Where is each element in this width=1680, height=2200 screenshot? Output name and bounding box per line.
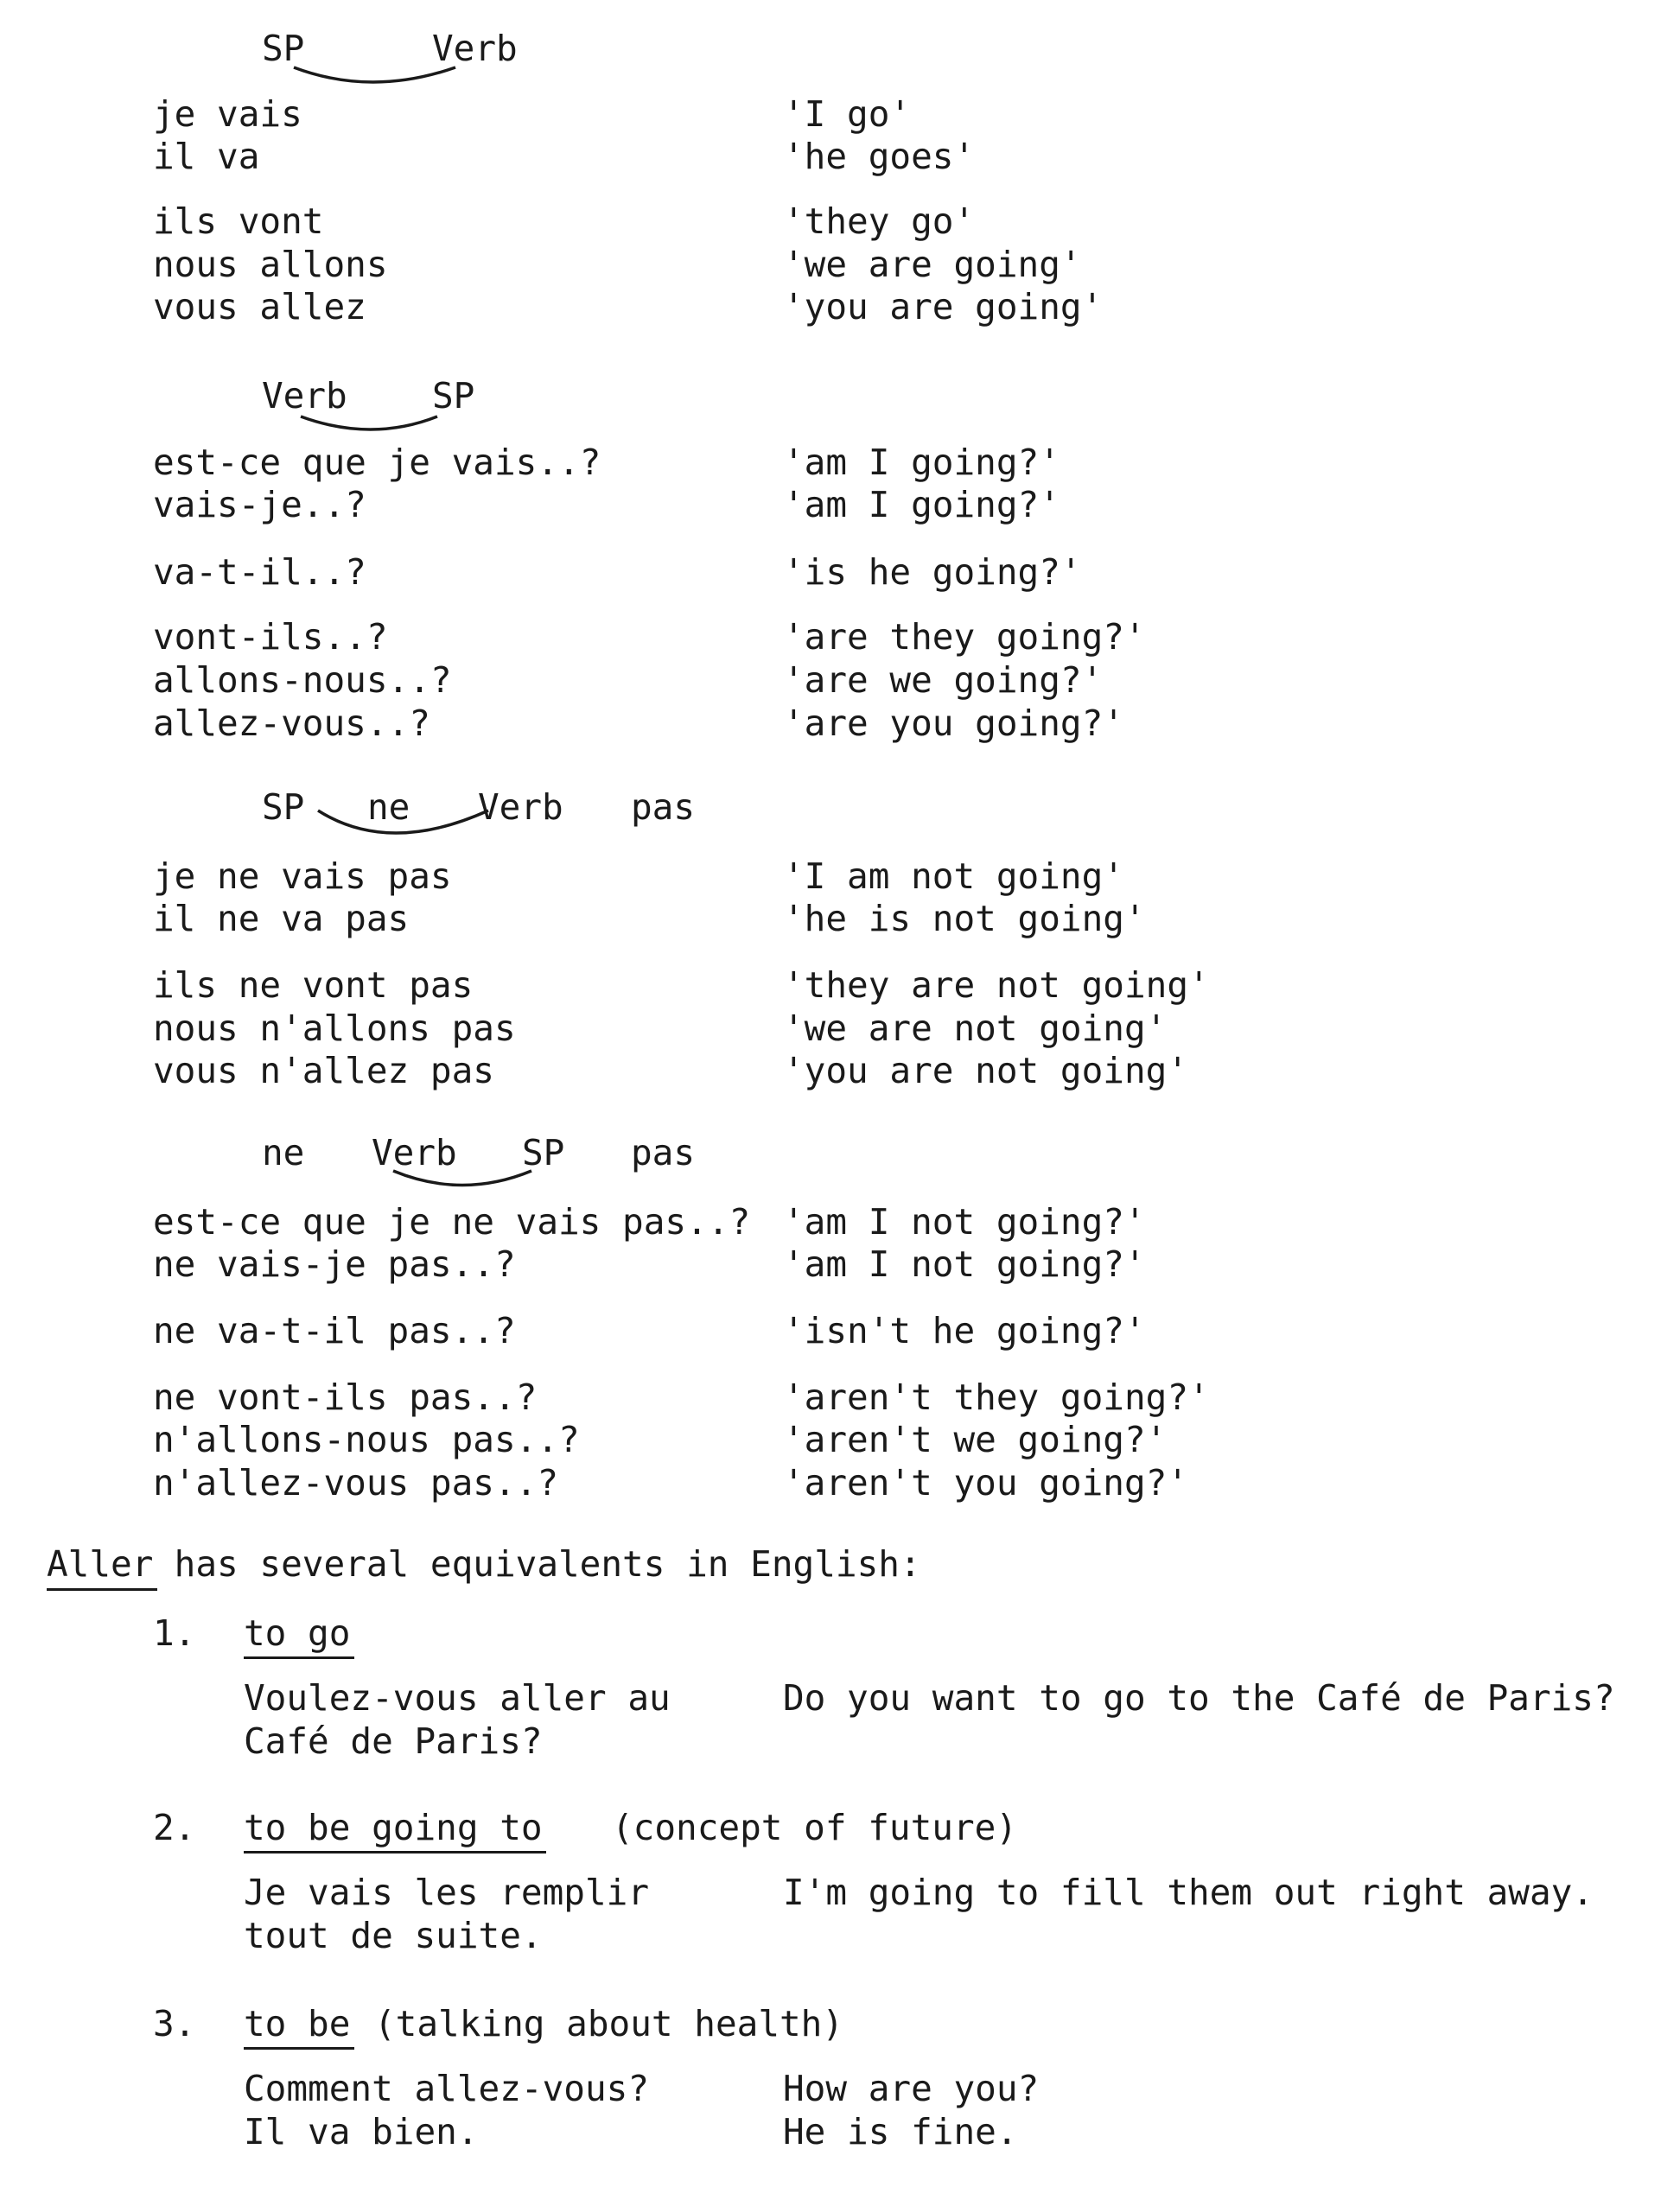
- underline: [47, 1588, 157, 1591]
- pattern-word: Verb: [372, 1132, 457, 1173]
- english-gloss: 'am I going?': [783, 484, 1060, 525]
- example-french: Voulez-vous aller au: [244, 1677, 671, 1719]
- example-english: He is fine.: [783, 2111, 1018, 2152]
- french-form: est-ce que je vais..?: [153, 442, 601, 483]
- english-gloss: 'you are not going': [783, 1050, 1188, 1091]
- english-gloss: 'we are not going': [783, 1008, 1168, 1049]
- item-number: 3.: [153, 2003, 196, 2044]
- french-form: je ne vais pas: [153, 855, 452, 897]
- english-gloss: 'aren't we going?': [783, 1419, 1168, 1460]
- french-form: allons-nous..?: [153, 659, 452, 701]
- meaning-note: (talking about health): [374, 2003, 844, 2044]
- french-form: nous allons: [153, 244, 388, 285]
- item-number: 2.: [153, 1807, 196, 1848]
- french-form: ne vais-je pas..?: [153, 1243, 516, 1285]
- english-gloss: 'they go': [783, 200, 976, 242]
- english-gloss: 'am I not going?': [783, 1243, 1146, 1285]
- item-number: 1.: [153, 1612, 196, 1654]
- french-form: il ne va pas: [153, 898, 410, 939]
- example-french: Je vais les remplir: [244, 1872, 649, 1913]
- meaning-note: (concept of future): [612, 1807, 1017, 1848]
- pattern-word: SP: [432, 375, 475, 416]
- example-french: tout de suite.: [244, 1915, 543, 1956]
- french-form: n'allez-vous pas..?: [153, 1462, 558, 1504]
- example-english: I'm going to fill them out right away.: [783, 1872, 1594, 1913]
- pattern-word: Verb: [478, 786, 563, 828]
- french-form: nous n'allons pas: [153, 1008, 516, 1049]
- french-form: ne vont-ils pas..?: [153, 1377, 538, 1418]
- pattern-word: Verb: [262, 375, 347, 416]
- intro-text: has several equivalents in English:: [153, 1543, 921, 1585]
- french-form: ils vont: [153, 200, 324, 242]
- french-form: ils ne vont pas: [153, 964, 474, 1006]
- english-gloss: 'isn't he going?': [783, 1310, 1146, 1351]
- english-gloss: 'he goes': [783, 136, 976, 177]
- aller-word: Aller: [47, 1543, 154, 1585]
- french-form: je vais: [153, 93, 302, 135]
- french-form: vais-je..?: [153, 484, 366, 525]
- french-form: allez-vous..?: [153, 703, 430, 744]
- english-gloss: 'he is not going': [783, 898, 1146, 939]
- meaning-term: to be going to: [244, 1807, 543, 1848]
- french-form: vous n'allez pas: [153, 1050, 494, 1091]
- english-gloss: 'aren't you going?': [783, 1462, 1188, 1504]
- english-gloss: 'are we going?': [783, 659, 1104, 701]
- meaning-term: to go: [244, 1612, 351, 1654]
- english-gloss: 'I am not going': [783, 855, 1124, 897]
- english-gloss: 'aren't they going?': [783, 1377, 1210, 1418]
- french-form: vont-ils..?: [153, 616, 388, 658]
- french-form: va-t-il..?: [153, 551, 366, 593]
- english-gloss: 'we are going': [783, 244, 1082, 285]
- pattern-word: SP: [262, 786, 305, 828]
- pattern-word: ne: [367, 786, 410, 828]
- pattern-word: SP: [262, 28, 305, 69]
- french-form: vous allez: [153, 286, 366, 327]
- underline: [244, 1656, 354, 1659]
- english-gloss: 'are you going?': [783, 703, 1124, 744]
- french-form: n'allons-nous pas..?: [153, 1419, 580, 1460]
- pattern-word: pas: [631, 786, 696, 828]
- example-french: Comment allez-vous?: [244, 2068, 649, 2109]
- english-gloss: 'I go': [783, 93, 912, 135]
- example-english: How are you?: [783, 2068, 1040, 2109]
- english-gloss: 'are they going?': [783, 616, 1146, 658]
- french-form: ne va-t-il pas..?: [153, 1310, 516, 1351]
- french-form: est-ce que je ne vais pas..?: [153, 1201, 751, 1243]
- pattern-word: SP: [522, 1132, 565, 1173]
- pattern-word: pas: [631, 1132, 696, 1173]
- example-french: Il va bien.: [244, 2111, 479, 2152]
- example-english: Do you want to go to the Café de Paris?: [783, 1677, 1615, 1719]
- english-gloss: 'they are not going': [783, 964, 1210, 1006]
- english-gloss: 'am I not going?': [783, 1201, 1146, 1243]
- underline: [244, 2047, 354, 2050]
- pattern-word: Verb: [432, 28, 518, 69]
- english-gloss: 'you are going': [783, 286, 1104, 327]
- meaning-term: to be: [244, 2003, 351, 2044]
- english-gloss: 'is he going?': [783, 551, 1082, 593]
- underline: [244, 1851, 546, 1853]
- example-french: Café de Paris?: [244, 1720, 543, 1762]
- french-form: il va: [153, 136, 260, 177]
- pattern-word: ne: [262, 1132, 305, 1173]
- english-gloss: 'am I going?': [783, 442, 1060, 483]
